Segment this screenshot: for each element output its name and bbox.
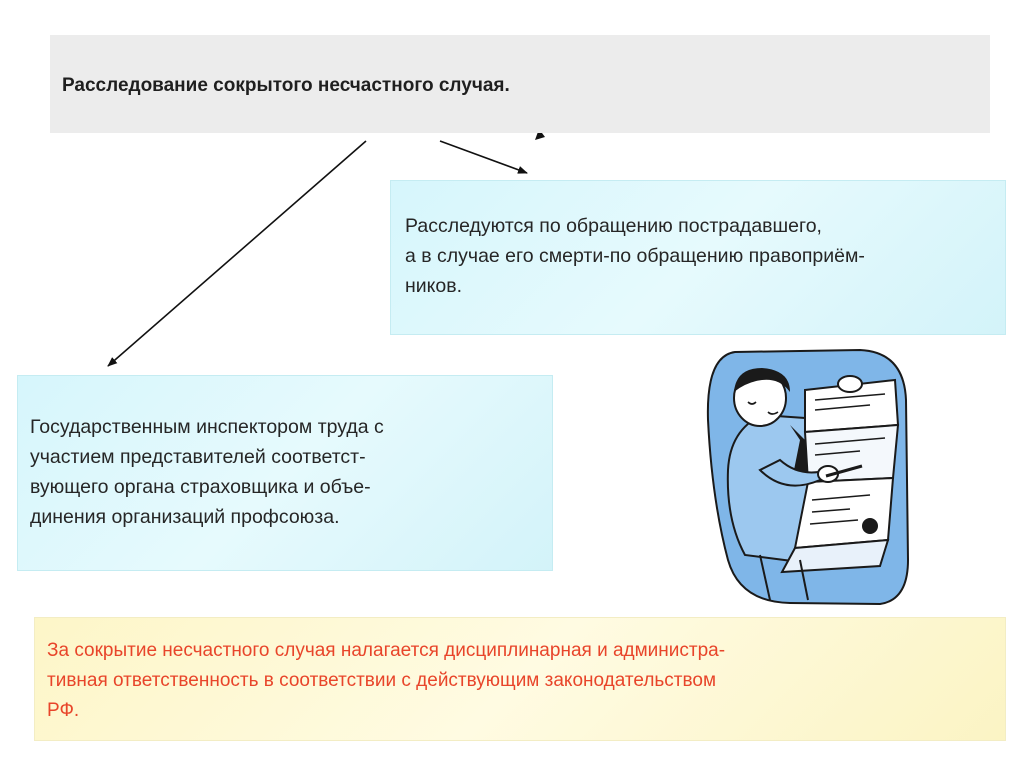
document-lower-panel [795, 478, 893, 548]
right-box-line-3: ников. [405, 275, 463, 297]
warning-line-1: За сокрытие несчастного случая налагается дисциплинарная и администра- [47, 640, 726, 661]
page-title: Расследование сокрытого несчастного случая. [62, 75, 510, 96]
left-box-line-3: вующего органа страховщика и объе- [30, 476, 371, 498]
right-box-line-2: а в случае его смерти-по обращению правоприём- [405, 245, 865, 267]
man-hand-top [838, 376, 862, 392]
warning-line-3: РФ. [47, 700, 80, 721]
left-box-line-2: участием представителей соответст- [30, 446, 366, 468]
left-box-line-4: динения организаций профсоюза. [30, 506, 340, 528]
left-box-line-1: Государственным инспектором труда с [30, 416, 384, 438]
right-box-line-1: Расследуются по обращению пострадавшего, [405, 215, 822, 237]
document-seal [862, 518, 878, 534]
warning-line-2: тивная ответственность в соответствии с действующим законодательством [47, 670, 717, 691]
